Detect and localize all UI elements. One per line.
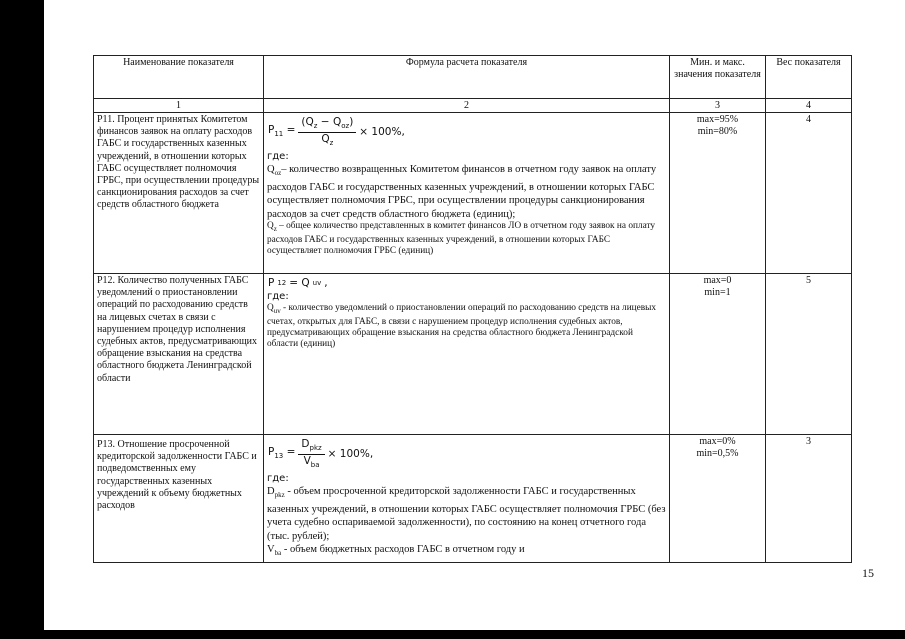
where-label: где: [267,291,289,303]
column-number-row [94,99,852,113]
formula-cell [264,435,670,563]
table-row [94,435,852,563]
column-number: 2 [264,99,670,113]
min-max-cell [670,113,766,274]
table-row [94,274,852,435]
min-value: min=1 [704,287,731,299]
min-max-cell [670,435,766,563]
header-indicator-name: Наименование показателя [94,56,264,99]
header-formula: Формула расчета показателя [264,56,670,99]
weight-value: 4 [766,113,852,274]
variable-definition: $V_{ba}$ - объем бюджетных расходов ГАБС в отчетном году и [267,544,525,558]
page-number: 15 [862,566,874,580]
indicator-name: Р12. Количество полученных ГАБС уведомлений о приостановлении операций по расходованию средств на лицевых счетах в связи с нарушением процедур исполнения судебных актов, предусматривающих обращение взыскания на средства областного бюджета Ленинградской области [94,274,264,435]
indicator-name: Р13. Отношение просроченной кредиторской задолженности ГАБС и подведомственных ему государственных казенных учреждений к объему бюджетных расходов [94,435,264,563]
formula-lhs: $P_{11}$ = [268,124,296,139]
min-value: min=80% [697,126,738,138]
fraction-denominator: $V_{ba}$ [303,455,320,470]
fraction-numerator: $D_{pkz}$ [298,438,324,455]
formula-fraction [298,438,324,471]
formula-cell [264,274,670,435]
formula: P 12 = Q uv , [268,277,328,289]
header-weight: Вес показателя [766,56,852,99]
where-label: где: [267,151,289,163]
table-row [94,113,852,274]
where-label: где: [267,473,289,485]
max-value: max=0% [699,436,736,447]
variable-definition: $Q_{oz}-$ количество возвращенных Комитетом финансов в отчетном году заявок на оплату расходов ГАБС и государственных казенных учреждений, в отношении которых ГАБС осуществляет полномочия ГРБС, при осуществлении процедуры санкционирования расходов за счет средств областного бюджета (единиц); [267,164,657,220]
formula [268,116,666,149]
weight-value: 5 [766,274,852,435]
min-max-cell [670,274,766,435]
scan-border-left [0,0,44,639]
weight-value: 3 [766,435,852,563]
scan-border-bottom [0,630,905,639]
column-number: 4 [766,99,852,113]
variable-definition: $D_{pkz}$ - объем просроченной кредиторской задолженности ГАБС и государственных казенных учреждений, в отношении которых ГАБС осуществляет полномочия ГРБС (без учета судебно оспариваемой задолженности), по состоянию на конец отчетного года (тыс. рублей); [267,486,666,542]
formula-tail: × 100%, [359,126,405,139]
table-header-row [94,56,852,99]
max-value: max=0 [703,275,732,286]
formula-cell [264,113,670,274]
formula-tail: × 100%, [327,448,374,461]
formula-lhs: $P_{13}$ = [268,446,296,461]
formula [268,438,666,471]
min-value: min=0,5% [696,448,739,460]
max-value: max=95% [696,114,739,125]
column-number: 3 [670,99,766,113]
column-number: 1 [94,99,264,113]
variable-definition: $Q_{uv}$ - количество уведомлений о приостановлении операций по расходованию средств на лицевых счетах, открытых для ГАБС, в связи с нарушением процедур исполнения судебных актов, предусматривающих обращение взыскания на средства областного бюджета Ленинградской области (единиц) [267,303,657,350]
indicator-name: Р11. Процент принятых Комитетом финансов заявок на оплату расходов ГАБС и государственных казенных учреждений, в отношении которых ГАБС осуществляет полномочия ГРБС, при осуществлении процедуры санкционирования расходов за счет средств областного бюджета [94,113,264,274]
header-min-max: Мин. и макс. значения показателя [670,56,766,99]
indicators-table [93,55,852,563]
fraction-numerator: $(Q_z - Q_{oz})$ [298,116,356,133]
fraction-denominator: $Q_z$ [321,133,334,148]
variable-definition: $Q_z$ – общее количество представленных в комитет финансов ЛО в отчетном году заявок на оплату расходов ГАБС и государственных казенных учреждений, в отношении которых ГАБС осуществляет полномочия ГРБС (единиц) [267,221,656,257]
formula-fraction [298,116,356,149]
